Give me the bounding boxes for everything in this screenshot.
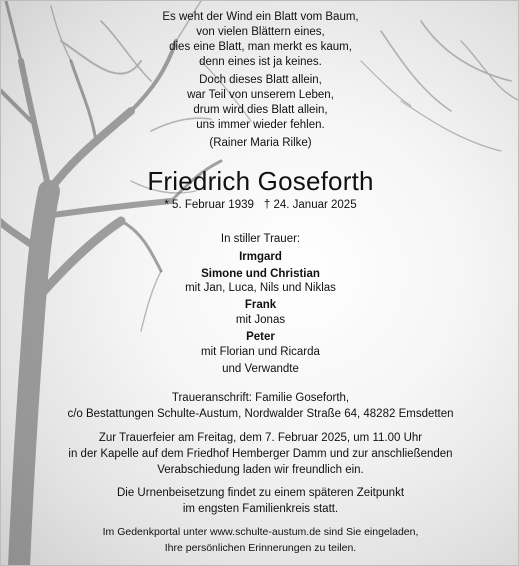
service-line: Zur Trauerfeier am Freitag, dem 7. Februar 2025, um 11.00 Uhr [98,432,423,444]
poem-line: Doch dieses Blatt allein, [199,74,322,86]
mourning-closing: und Verwandte [222,363,299,375]
service-line: in der Kapelle auf dem Friedhof Hemberger Damm und zur anschließenden [68,448,453,460]
poem-line: Es weht der Wind ein Blatt vom Baum, [162,11,359,23]
urn-line: Die Urnenbeisetzung findet zu einem späteren Zeitpunkt [116,487,405,499]
service-line: Verabschiedung laden wir freundlich ein. [157,464,364,476]
poem-author: (Rainer Maria Rilke) [209,137,312,149]
portal-text-before: Im Gedenkportal unter [102,526,210,538]
mourner-name: Peter [246,331,275,343]
life-dates [1,199,519,211]
poem-line: dies eine Blatt, man merkt es kaum, [169,41,352,53]
portal-url-link[interactable]: www.schulte-austum.de [210,526,321,538]
poem-line: war Teil von unserem Leben, [187,89,334,101]
poem-line: uns immer wieder fehlen. [196,119,325,131]
mourner-detail: mit Florian und Ricarda [201,346,320,358]
portal-text-after: sind Sie eingeladen, [320,526,419,538]
mourner-name: Irmgard [239,251,282,263]
mourner-detail: mit Jan, Luca, Nils und Niklas [185,282,336,294]
poem-line: denn eines ist ja keines. [199,56,322,68]
urn-line: im engsten Familienkreis statt. [182,503,339,515]
mourning-intro: In stiller Trauer: [220,233,301,245]
portal-line: Ihre persönlichen Erinnerungen zu teilen. [164,542,357,554]
birth-date: * 5. Februar 1939 [164,199,254,211]
deceased-name: Friedrich Goseforth [147,166,374,196]
mourner-name: Frank [244,299,277,311]
death-date: † 24. Januar 2025 [263,199,357,211]
poem-line: von vielen Blättern eines, [196,26,325,38]
poem-line: drum wird dies Blatt allein, [193,104,328,116]
mourner-detail: mit Jonas [235,314,286,326]
address-line: c/o Bestattungen Schulte-Austum, Nordwalder Straße 64, 48282 Emsdetten [67,408,454,420]
mourner-name: Simone und Christian [201,268,320,280]
portal-line [1,526,519,538]
address-line: Traueranschrift: Familie Goseforth, [171,392,350,404]
